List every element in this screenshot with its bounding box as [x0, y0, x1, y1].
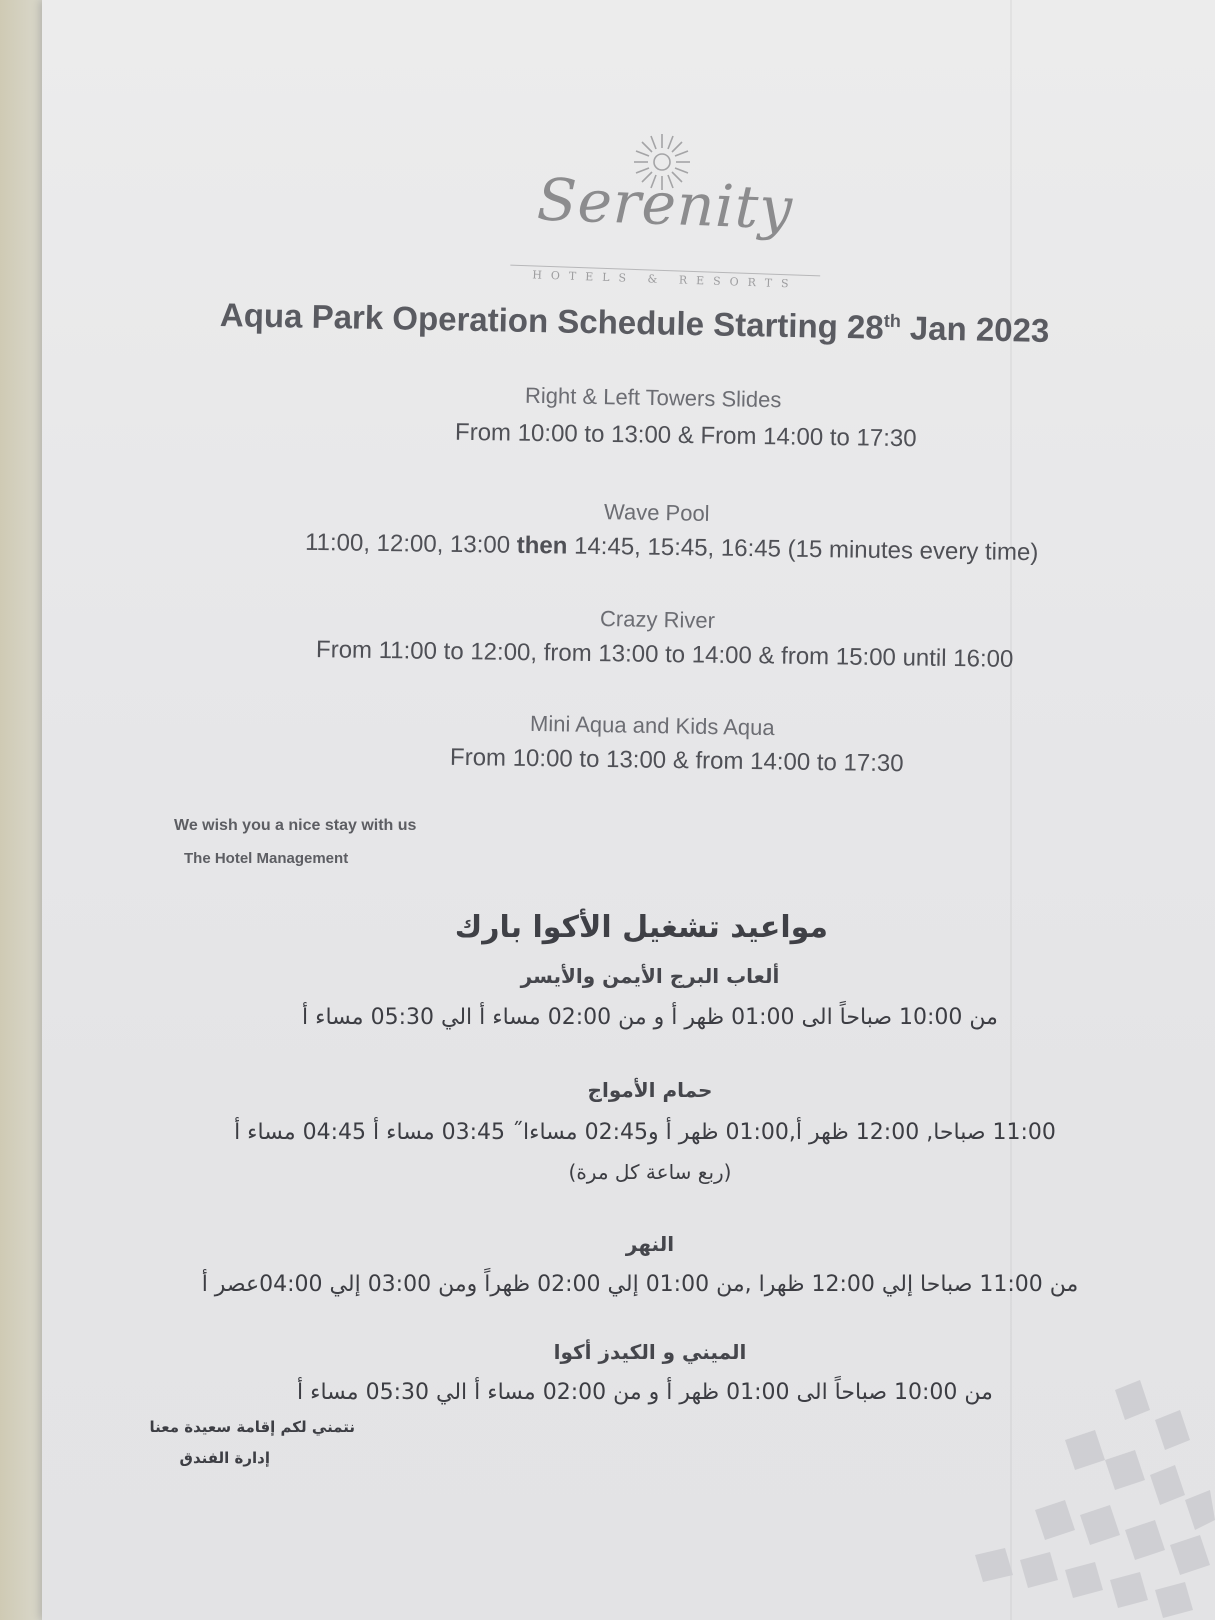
schedule-times-crazy-river: From 11:00 to 12:00, from 13:00 to 14:00 & from 15:00 until 16:00: [315, 636, 1014, 673]
title-end: Jan 2023: [900, 309, 1050, 349]
arabic-note-wave-pool: (ربع ساعة كل مرة): [568, 1160, 732, 1184]
arabic-times-slides: من 10:00 صباحاً الى 01:00 ظهر أ و من 02:00 مساء أ الي 05:30 مساء أ: [302, 1005, 998, 1030]
decorative-tiles-pattern: [955, 1380, 1215, 1620]
arabic-times-river: من 11:00 صباحا إلي 12:00 ظهرا ,من 01:00 إلي 02:00 ظهراً ومن 03:00 إلي 04:00عصر أ: [201, 1272, 1079, 1297]
title-main: Aqua Park Operation Schedule Starting 28: [219, 296, 885, 346]
arabic-title: مواعيد تشغيل الأكوا بارك: [454, 910, 828, 945]
logo-wordmark: Serenity: [535, 165, 795, 243]
logo-tagline: HOTELS & RESORTS: [510, 265, 820, 292]
schedule-heading-mini-aqua: Mini Aqua and Kids Aqua: [529, 710, 775, 741]
paper-fold: [1010, 0, 1012, 1620]
schedule-heading-wave-pool: Wave Pool: [603, 499, 710, 526]
arabic-closing-wish: نتمني لكم إقامة سعيدة معنا: [149, 1418, 355, 1436]
arabic-closing-signature: إدارة الفندق: [179, 1449, 270, 1467]
serenity-logo: [510, 130, 820, 305]
wave-times-then: then: [516, 531, 568, 560]
schedule-heading-crazy-river: Crazy River: [599, 605, 716, 634]
arabic-heading-mini-aqua: الميني و الكيدز أكوا: [553, 1340, 747, 1364]
wave-times-before: 11:00, 12:00, 13:00: [304, 528, 517, 559]
schedule-times-mini-aqua: From 10:00 to 13:00 & from 14:00 to 17:30: [449, 743, 904, 778]
title-sup: th: [883, 310, 902, 332]
schedule-heading-slides: Right & Left Towers Slides: [524, 382, 782, 413]
closing-wish: We wish you a nice stay with us: [174, 817, 417, 834]
arabic-heading-wave-pool: حمام الأمواج: [587, 1078, 713, 1102]
closing-signature: The Hotel Management: [184, 850, 349, 867]
schedule-times-slides: From 10:00 to 13:00 & From 14:00 to 17:30: [454, 418, 917, 453]
arabic-heading-river: النهر: [625, 1232, 675, 1256]
wave-times-after: 14:45, 15:45, 16:45 (15 minutes every time): [567, 532, 1039, 567]
arabic-heading-slides: ألعاب البرج الأيمن والأيسر: [520, 964, 780, 988]
arabic-times-wave-pool: 11:00 صباحا, 12:00 ظهر أ,01:00 ظهر أ و02:45 مساءا˝ 03:45 مساء أ 04:45 مساء أ: [234, 1120, 1056, 1145]
arabic-times-mini-aqua: من 10:00 صباحاً الى 01:00 ظهر أ و من 02:00 مساء أ الي 05:30 مساء أ: [297, 1380, 993, 1405]
